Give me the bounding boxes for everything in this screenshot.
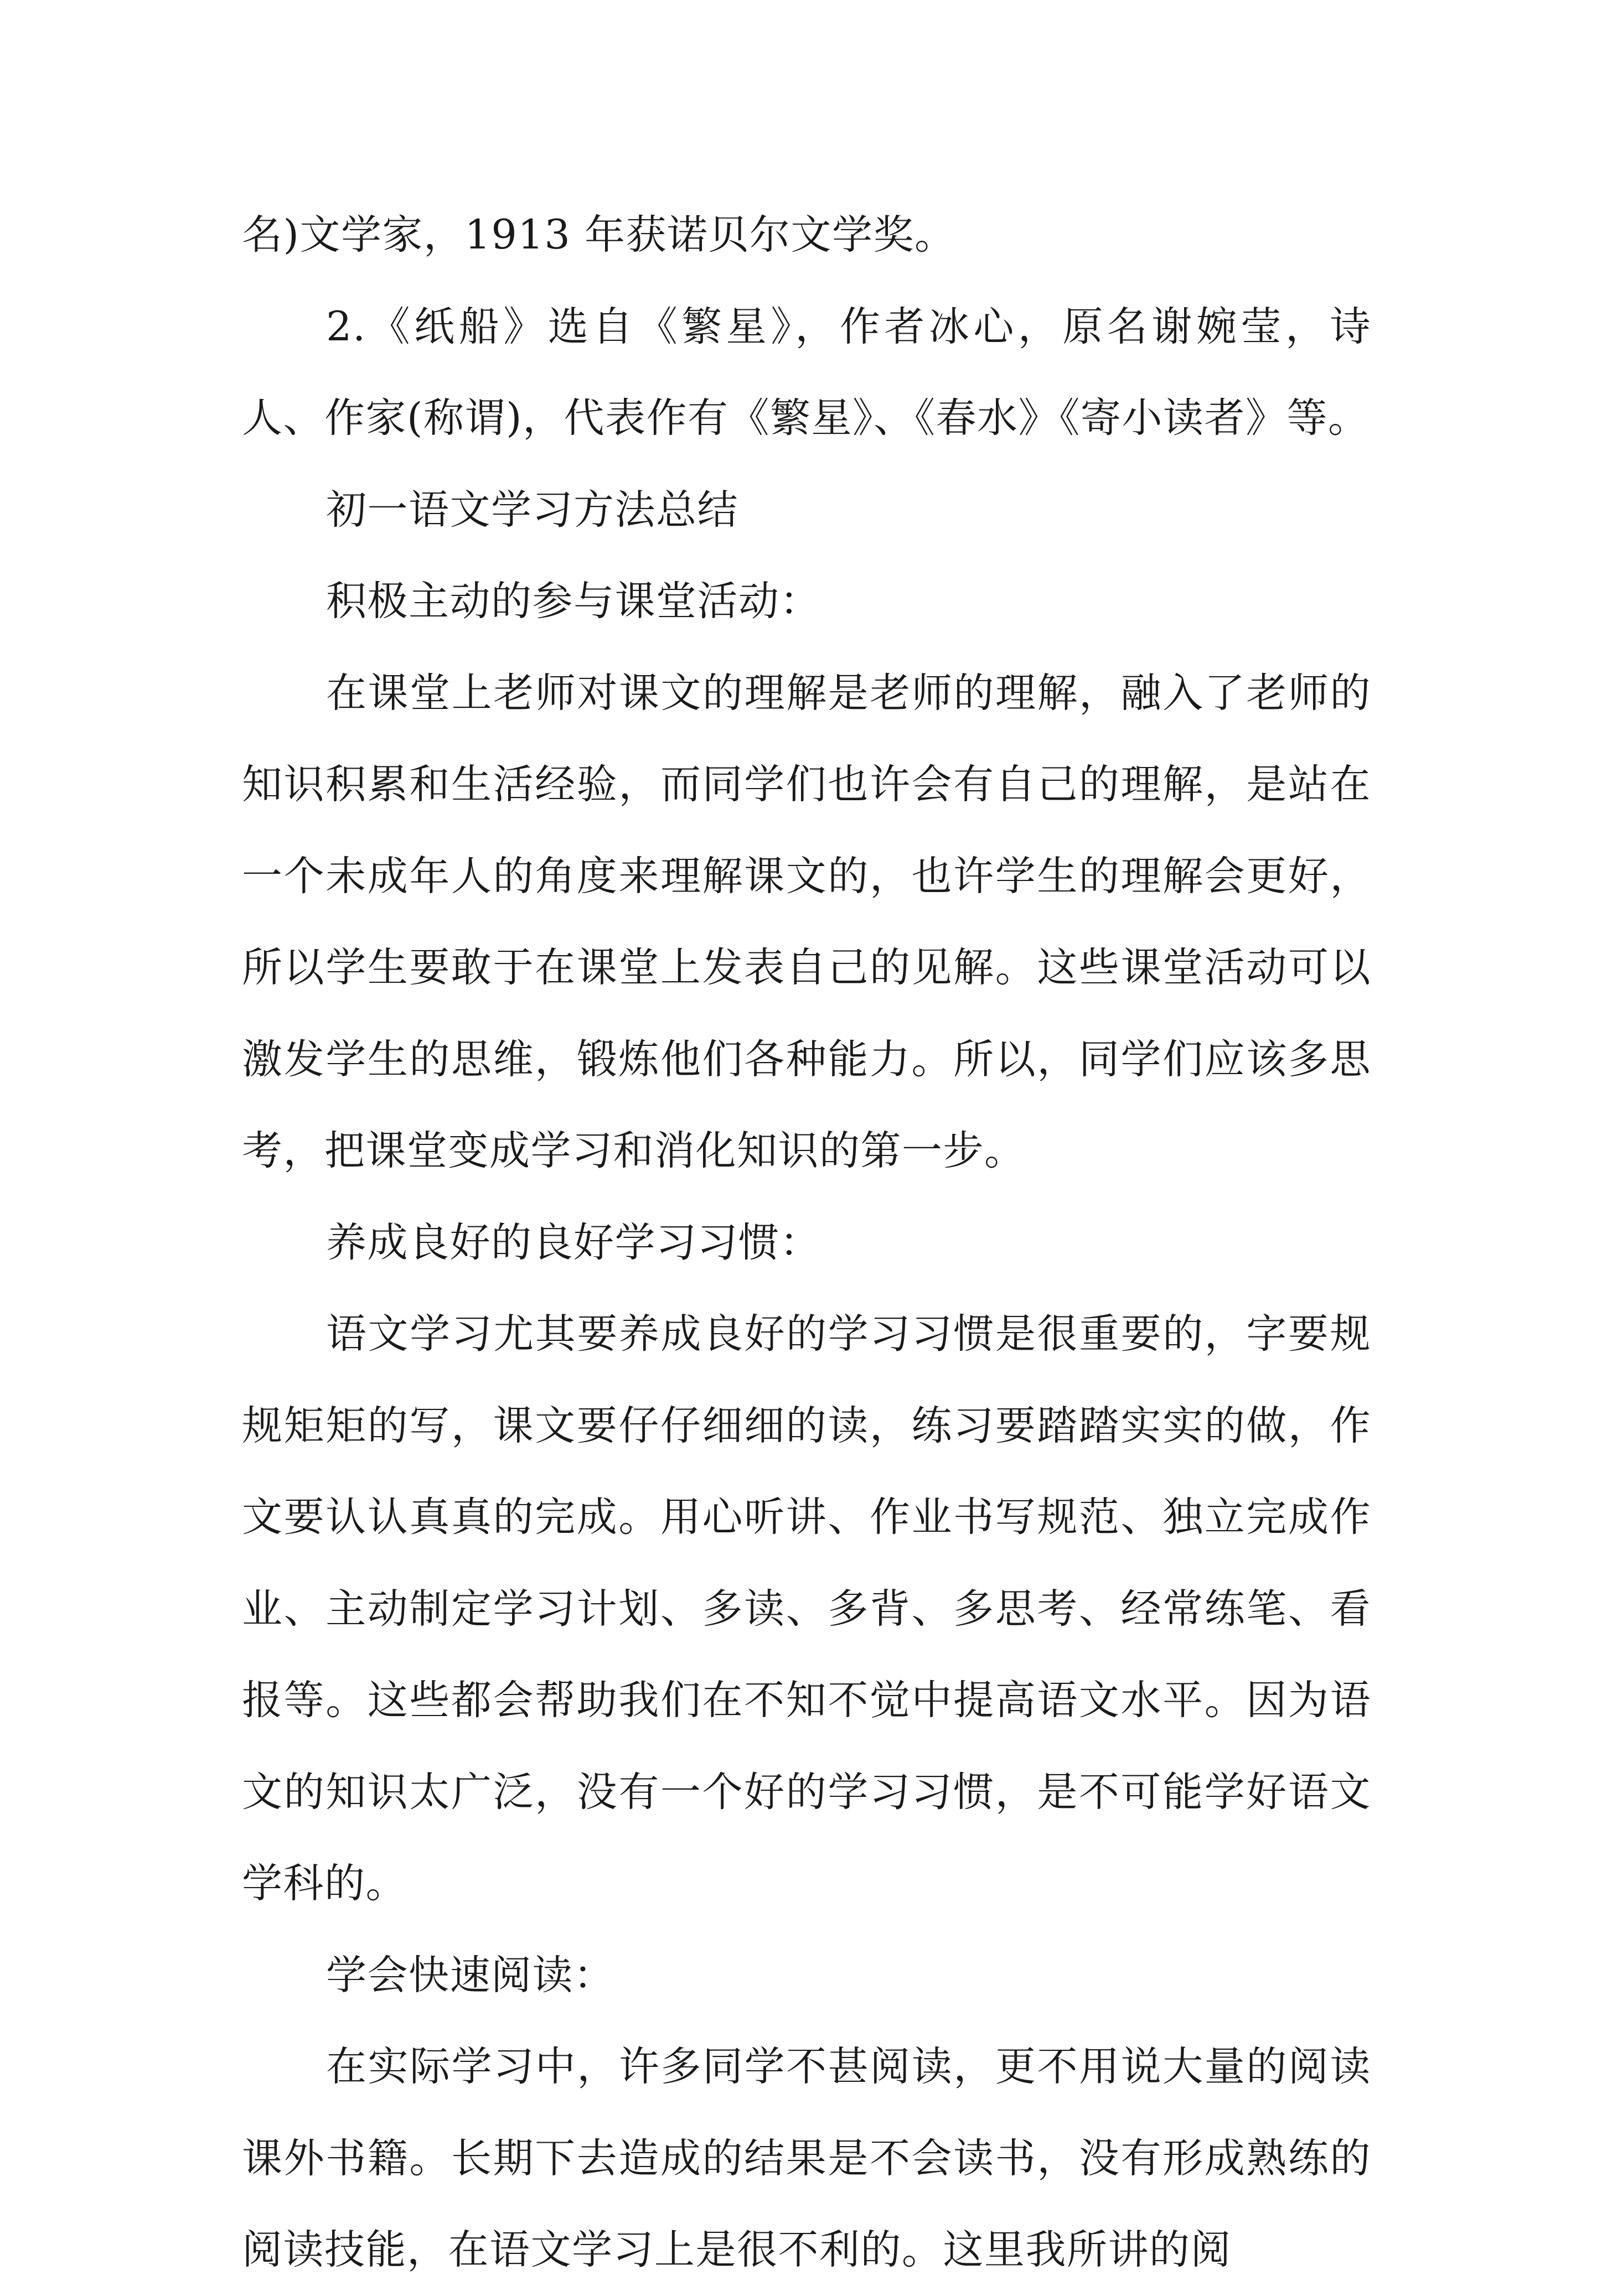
paragraph-fast-reading: 在实际学习中，许多同学不甚阅读，更不用说大量的阅读课外书籍。长期下去造成的结果是不会读书，没有形成熟练的阅读技能，在语文学习上是很不利的。这里我所讲的阅 (242, 2043, 1371, 2273)
subheading-fast-reading: 学会快速阅读： (326, 1951, 615, 1999)
paragraph-zhichuan: 2.《纸船》选自《繁星》，作者冰心，原名谢婉莹，诗人、作家(称谓)，代表作有《繁星》、《春水》《寄小读者》等。 (242, 303, 1371, 442)
section-heading: 初一语文学习方法总结 (326, 486, 738, 533)
subheading-class-participation: 积极主动的参与课堂活动： (326, 578, 821, 625)
paragraph-class-participation: 在课堂上老师对课文的理解是老师的理解，融入了老师的知识积累和生活经验，而同学们也许会有自己的理解，是站在一个未成年人的角度来理解课文的，也许学生的理解会更好，所以学生要敢于在课堂上发表自己的见解。这些课堂活动可以激发学生的思维，锻炼他们各种能力。所以，同学们应该多思考，把课堂变成学习和消化知识的第一步。 (242, 669, 1371, 1174)
paragraph-continuation: 名)文学家，1913 年获诺贝尔文学奖。 (242, 211, 956, 258)
paragraph-study-habits: 语文学习尤其要养成良好的学习习惯是很重要的，字要规规矩矩的写，课文要仔仔细细的读，练习要踏踏实实的做，作文要认认真真的完成。用心听讲、作业书写规范、独立完成作业、主动制定学习计划、多读、多背、多思考、经常练笔、看报等。这些都会帮助我们在不知不觉中提高语文水平。因为语文的知识太广泛，没有一个好的学习习惯，是不可能学好语文学科的。 (242, 1310, 1371, 1907)
subheading-study-habits: 养成良好的良好学习习惯： (326, 1219, 821, 1266)
body-text (242, 189, 1371, 2296)
